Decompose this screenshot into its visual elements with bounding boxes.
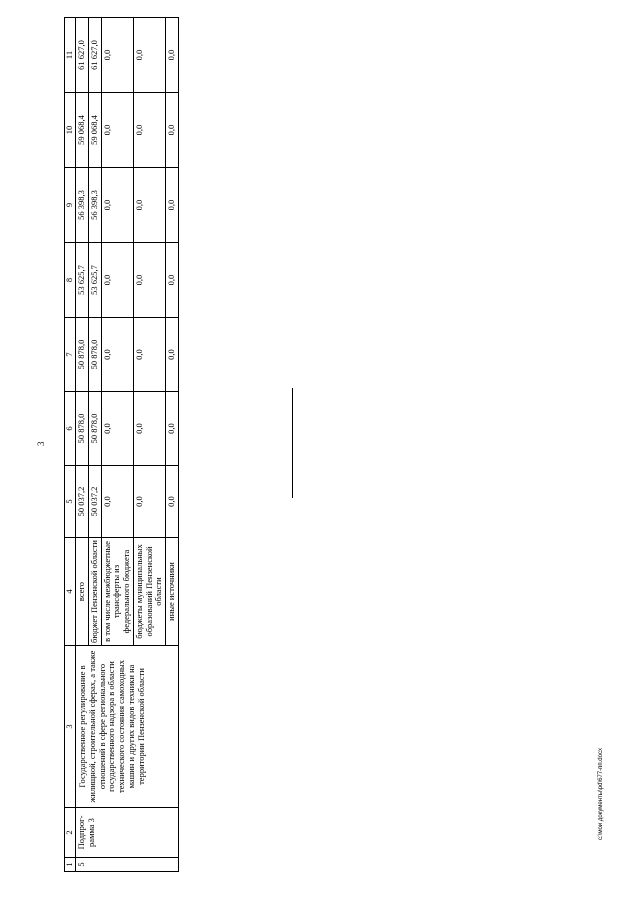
value-cell: 53 625,7 — [76, 243, 89, 318]
column-number: 10 — [65, 93, 76, 168]
budget-table-rotated — [64, 18, 244, 872]
value-cell: 0,0 — [166, 93, 179, 168]
value-cell: 0,0 — [101, 168, 133, 243]
value-cell: 56 398,3 — [88, 168, 101, 243]
value-cell: 0,0 — [133, 243, 165, 318]
column-number-row — [65, 18, 76, 872]
value-cell: 53 625,7 — [88, 243, 101, 318]
value-cell: 0,0 — [166, 243, 179, 318]
source-label: всего — [76, 538, 89, 646]
value-cell: 0,0 — [166, 318, 179, 392]
value-cell: 0,0 — [101, 318, 133, 392]
value-cell: 0,0 — [133, 392, 165, 466]
column-number: 5 — [65, 466, 76, 538]
value-cell: 0,0 — [101, 93, 133, 168]
value-cell: 0,0 — [166, 466, 179, 538]
separator-line — [292, 388, 293, 498]
page-number: 3 — [36, 441, 46, 446]
value-cell: 59 068,4 — [88, 93, 101, 168]
budget-table — [64, 17, 179, 872]
value-cell: 56 398,3 — [76, 168, 89, 243]
column-number: 9 — [65, 168, 76, 243]
value-cell: 0,0 — [101, 466, 133, 538]
value-cell: 0,0 — [133, 168, 165, 243]
value-cell: 50 878,0 — [76, 318, 89, 392]
value-cell: 0,0 — [133, 93, 165, 168]
value-cell: 0,0 — [166, 18, 179, 93]
source-label: бюджеты муниципальных образований Пензенской области — [133, 538, 165, 646]
value-cell: 0,0 — [101, 243, 133, 318]
value-cell: 0,0 — [101, 18, 133, 93]
column-number: 7 — [65, 318, 76, 392]
source-label: иные источники — [166, 538, 179, 646]
value-cell: 50 037,2 — [76, 466, 89, 538]
column-number: 4 — [65, 538, 76, 646]
source-label: бюджет Пензенской области — [88, 538, 101, 646]
column-number: 11 — [65, 18, 76, 93]
column-number: 1 — [65, 858, 76, 872]
value-cell: 0,0 — [166, 168, 179, 243]
footer-path: c:\мои документы\pd\677-пп.docx — [598, 748, 604, 840]
row-number: 5 — [76, 858, 179, 872]
table-row — [76, 18, 89, 872]
column-number: 3 — [65, 646, 76, 808]
source-label: в том числе межбюджетные трансферты из федерального бюджета — [101, 538, 133, 646]
column-number: 8 — [65, 243, 76, 318]
column-number: 6 — [65, 392, 76, 466]
value-cell: 0,0 — [133, 466, 165, 538]
value-cell: 50 878,0 — [88, 392, 101, 466]
column-number: 2 — [65, 808, 76, 858]
value-cell: 50 878,0 — [76, 392, 89, 466]
value-cell: 50 037,2 — [88, 466, 101, 538]
value-cell: 0,0 — [166, 392, 179, 466]
value-cell: 0,0 — [133, 318, 165, 392]
value-cell: 61 627,0 — [88, 18, 101, 93]
program-type: Подпрог-рамма 3 — [76, 808, 179, 858]
value-cell: 0,0 — [101, 392, 133, 466]
value-cell: 0,0 — [133, 18, 165, 93]
value-cell: 50 878,0 — [88, 318, 101, 392]
program-name: Государственное регулирование в жилищной, строительной сферах, а также отношений в сфере регионального государственного надзора в области технического состояния самоходных машин и других видов техники на территории Пензенской области — [76, 646, 179, 808]
value-cell: 61 627,0 — [76, 18, 89, 93]
value-cell: 59 068,4 — [76, 93, 89, 168]
